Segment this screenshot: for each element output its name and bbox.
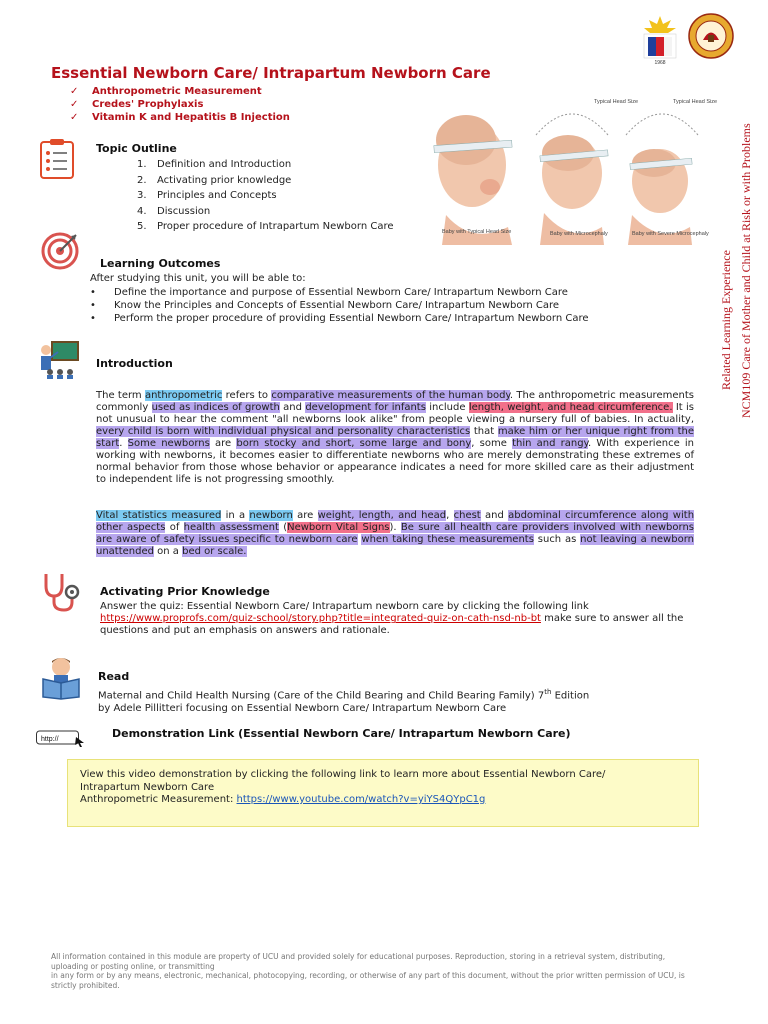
check-icon: ✓ (70, 99, 79, 110)
apk-text: Answer the quiz: Essential Newborn Care/ Intrapartum newborn care by clicking the following link https://www.proprofs.com/quiz-school/story.php?title=integrated-quiz-on-cath-nsd-nb-bt make sure to answer all the questions and put an emphasis on answers and rationale. (100, 601, 684, 637)
list-item: 3. Principles and Concepts (137, 190, 277, 201)
page-title: Essential Newborn Care/ Intrapartum Newborn Care (51, 64, 491, 82)
vertical-line-1: Related Learning Experience (719, 250, 733, 390)
figure-caption: Baby with Severe Microcephaly (632, 231, 709, 237)
list-item: 1. Definition and Introduction (137, 159, 292, 170)
text-run: . The anthropometric measurements commonly (96, 390, 694, 413)
quiz-link[interactable]: https://www.proprofs.com/quiz-school/story.php?title=integrated-quiz-on-cath-nsd-nb-bt (100, 613, 541, 625)
learning-outcomes-list (90, 286, 589, 325)
philippine-logo (638, 14, 682, 66)
reading-person-icon (40, 655, 82, 699)
figure-label: Typical Head Size (594, 99, 639, 105)
list-item: 4. Discussion (137, 205, 211, 217)
topic-outline-list (137, 157, 393, 235)
highlighted-phrase: born stocky and short, some large and bony (236, 438, 472, 449)
list-item: • Define the importance and purpose of Essential Newborn Care/ Intrapartum Newborn Care (90, 287, 568, 298)
highlighted-phrase: when taking these measurements (361, 534, 534, 545)
text-run: , (446, 510, 454, 521)
subtopic-item: ✓ Anthropometric Measurement (70, 86, 262, 97)
text-run: The term (96, 390, 145, 401)
figure-caption: Baby with Microcephaly (550, 231, 608, 237)
text-run: that (470, 426, 498, 437)
read-text: Maternal and Child Health Nursing (Care of the Child Bearing and Child Bearing Family) 7th Edition by Adele Pillitteri focusing on Essential Newborn Care/ Intrapartum Newborn Care (98, 688, 590, 714)
highlighted-phrase: not leaving a newborn unattended (96, 534, 694, 557)
highlighted-phrase: health assessment (183, 522, 279, 533)
copyright-footer: All information contained in this module are property of UCU and provided solely for educational purposes. Reproduction, storing in a retrieval system, distributing, uploading or posting online, or transmitting in any form or by any means, electronic, mechanical, photocopying, recording, or otherwise of any part of this document, without the prior written permission of UCU, is strictly prohibited. (51, 952, 685, 990)
demo-note-box: View this video demonstration by clicking the following link to learn more about Essential Newborn Care/ Intrapartum Newborn Care Anthropometric Measurement: https://www.youtube.com/watch?v=yiYS4QYpC1g (67, 759, 699, 827)
text-run: in a (221, 510, 250, 521)
head-size-illustration (432, 95, 718, 250)
text-run: It is not unusual to hear the comment "all newborns look alike" from people viewing a nursery full of babies. In actuality, (96, 402, 695, 425)
text-run: include (425, 402, 469, 413)
url-icon-text: http:// (41, 736, 59, 743)
highlighted-phrase: newborn (249, 510, 293, 521)
clipboard-icon (38, 138, 76, 180)
topic-outline-heading: Topic Outline (96, 142, 177, 155)
check-icon: ✓ (70, 86, 79, 97)
highlighted-phrase: development for infants (305, 402, 426, 413)
figure-label: Typical Head Size (673, 99, 718, 105)
text-run: are (209, 438, 237, 449)
subtopic-item: ✓ Credes' Prophylaxis (70, 99, 204, 110)
highlighted-phrase: every child is born with individual physical and personality characteristics (96, 426, 471, 437)
learning-outcomes-intro: After studying this unit, you will be able to: (90, 273, 306, 284)
learning-outcomes-heading: Learning Outcomes (100, 257, 221, 270)
subtopic-item: ✓ Vitamin K and Hepatitis B Injection (70, 112, 290, 123)
list-item: 5. Proper procedure of Intrapartum Newborn Care (137, 221, 394, 232)
highlighted-phrase: make him or her unique right from the start (96, 426, 694, 449)
text-run: . With experience in working with newborns, it becomes easier to differentiate newborns who are merely demonstrating these extremes of normal behavior from those whose behavior or appearance indicates a need for more skilled care as their adjustment to independent life is not progressing smoothly. (96, 438, 695, 485)
highlighted-phrase: Be sure all health care providers involved with newborns are aware of safety issues specific to newborn care (96, 522, 694, 545)
teacher-board-icon (38, 340, 80, 380)
highlighted-phrase: comparative measurements of the human body (271, 390, 510, 401)
text-run: , some (471, 438, 513, 449)
highlighted-phrase: anthropometric (144, 390, 223, 401)
text-run: of (165, 522, 184, 533)
highlighted-phrase: used as indices of growth (151, 402, 280, 413)
text-run: . (119, 438, 128, 449)
vertical-course-label (716, 90, 762, 420)
logo-year: 1968 (654, 60, 666, 66)
youtube-link[interactable]: https://www.youtube.com/watch?v=yiYS4QYpC1g (236, 794, 486, 805)
highlighted-phrase: Vital statistics measured (96, 510, 222, 521)
apk-heading: Activating Prior Knowledge (100, 585, 270, 598)
text-run: ( (278, 522, 288, 533)
check-icon: ✓ (70, 112, 79, 123)
highlighted-phrase: chest (453, 510, 481, 521)
target-icon (40, 231, 80, 271)
text-run: are (292, 510, 318, 521)
highlighted-phrase: bed or scale. (182, 546, 247, 557)
highlighted-phrase: length, weight, and head circumference. (468, 402, 673, 413)
figure-caption: Baby with Typical Head Size (442, 229, 512, 235)
demo-heading: Demonstration Link (Essential Newborn Care/ Intrapartum Newborn Care) (112, 727, 571, 740)
text-run: such as (533, 534, 581, 545)
subtopic-list (70, 85, 290, 124)
highlighted-phrase: Some newborns (127, 438, 210, 449)
introduction-paragraph-2 (96, 510, 694, 558)
text-run: ). (389, 522, 401, 533)
ucu-seal (688, 13, 734, 59)
highlighted-phrase: Newborn Vital Signs (287, 522, 390, 533)
list-item: 2. Activating prior knowledge (137, 174, 292, 186)
text-run: and (480, 510, 509, 521)
introduction-heading: Introduction (96, 357, 173, 370)
vertical-line-2: NCM109 Care of Mother and Child at Risk or with Problems (739, 123, 753, 418)
read-heading: Read (98, 670, 130, 683)
highlighted-phrase: thin and rangy (512, 438, 589, 449)
url-icon (36, 729, 82, 747)
introduction-paragraph-1 (96, 390, 694, 486)
list-item: • Know the Principles and Concepts of Essential Newborn Care/ Intrapartum Newborn Care (90, 300, 560, 311)
stethoscope-icon (40, 572, 82, 612)
highlighted-phrase: weight, length, and head (317, 510, 447, 521)
text-run: refers to (222, 390, 272, 401)
text-run: and (279, 402, 306, 413)
text-run: on a (153, 546, 183, 557)
highlighted-phrase: abdominal circumference along with other aspects (96, 510, 695, 533)
list-item: • Perform the proper procedure of providing Essential Newborn Care/ Intrapartum Newborn Care (90, 313, 589, 324)
